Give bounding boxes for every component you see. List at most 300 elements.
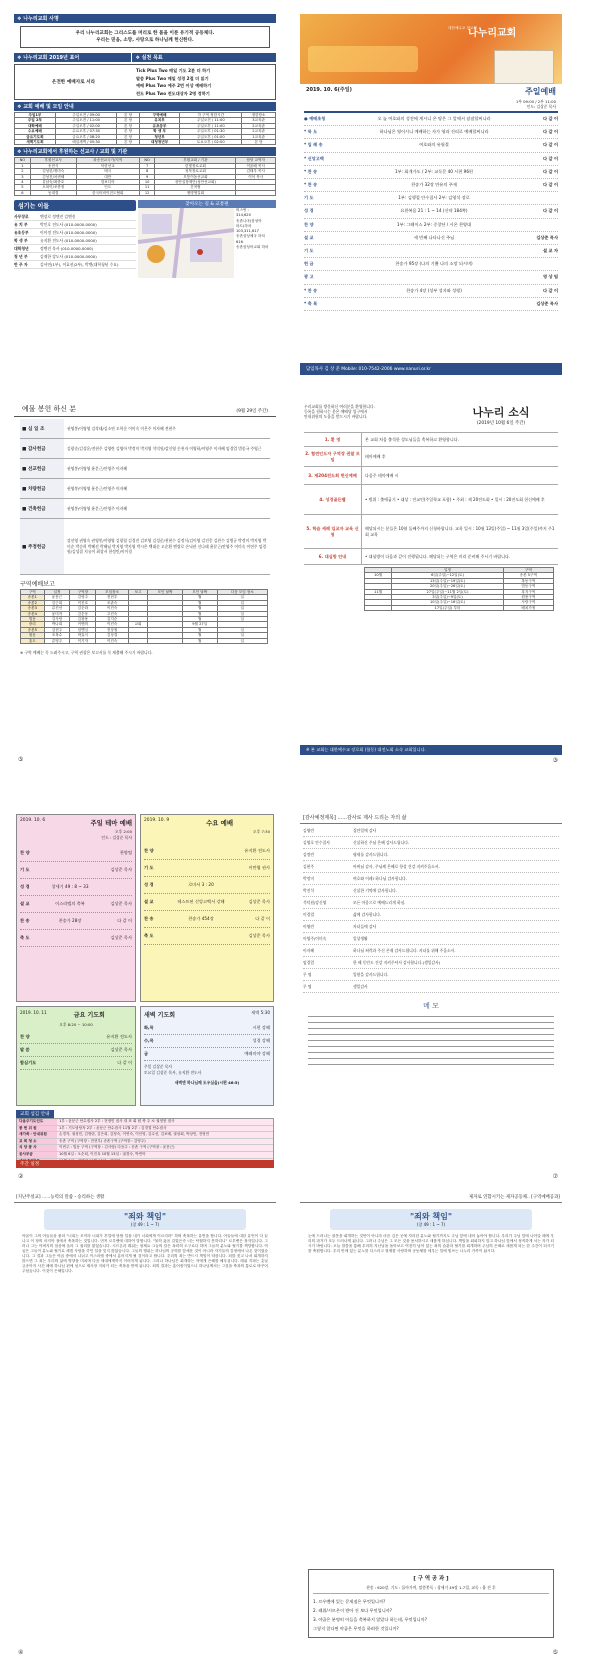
worship-cell: 본 당 <box>117 113 139 118</box>
worship-cell: 본 당 <box>117 123 139 128</box>
wednesday-service-box <box>140 814 274 1002</box>
district-cell: 류영주 <box>44 638 70 643</box>
thanks-row <box>303 933 559 945</box>
map-block-b <box>190 238 222 262</box>
bus-line: 송촌삼성체국 하차 <box>236 234 265 239</box>
district-cell: 바효식 <box>70 633 96 638</box>
duty-value: 이번주 : 법동 구역 (구역장 : 김사랑) 다음주 : 송촌 구역 (구역장 : 윤문근) <box>59 1145 175 1150</box>
thanks-row <box>303 837 559 849</box>
order-detail <box>348 271 520 283</box>
mission-cell: 2 <box>15 169 31 174</box>
order-leader: 영 상 팀 <box>542 274 558 280</box>
offering-date: (9월 29일 주간) <box>236 409 268 414</box>
thanks-name: 무 명 <box>303 972 312 977</box>
visit-cell: 10일(주일)~16일(토) <box>392 600 503 605</box>
news-row <box>304 485 558 515</box>
district-cell: 류진선 <box>44 606 70 611</box>
worship-cell: 구역예배 <box>139 113 180 118</box>
practice-4: 전도 Plus Two 전도대상자 2명 정하기 <box>136 90 210 96</box>
church-map <box>138 208 234 278</box>
duty-row <box>17 1132 273 1139</box>
visit-cell: 27일(주일)~11월 2일(토) <box>392 589 503 594</box>
thanks-name: 박정미 <box>303 876 315 881</box>
order-row <box>304 166 558 179</box>
staff-name: 이이정 전도사 (010-0000-0000) <box>40 230 97 236</box>
worship-cell: 각 구역 정한시간 <box>180 113 242 118</box>
worship-cell: 주일오전 / 11:00 <box>180 118 242 123</box>
district-cell: 홍도 <box>21 638 45 643</box>
header-leaves <box>308 46 418 72</box>
thanks-text: 집안일에 감사 <box>353 828 377 833</box>
order-row <box>304 205 558 218</box>
thanks-row <box>303 945 559 957</box>
lesson-sermon-ref: (창 49 : 1 ~ 7) <box>416 1222 446 1227</box>
staff-name: 엔장로 정엔진 김엔진 <box>40 214 76 220</box>
service-date: 2019. 10. 6(주일) <box>306 87 352 93</box>
lesson-question: 1. 르우벤에 있는 문제점은 무엇입니까? <box>313 1599 386 1604</box>
order-detail: 여호와의 유월절 <box>419 142 449 148</box>
duty-title: 교회 섬김 안내 <box>16 1110 54 1118</box>
schedule-item: 말 씀 <box>20 1047 30 1052</box>
week-title: 주간 일정 <box>16 1160 274 1168</box>
visit-cell: 배치가정 <box>503 605 553 610</box>
worship-cell: 주일오후 / 02:00 <box>55 123 117 128</box>
offering-names: 권영봉/이영영 윤문근/안영주 이자혜 <box>67 465 127 471</box>
schedule-item: 성 경 <box>20 884 30 889</box>
church-pin-icon <box>197 249 203 255</box>
news-label: 1. 환 영 <box>304 433 362 446</box>
schedule-leader: 김상준 목사 <box>110 935 132 940</box>
thanks-name: 이경렬 <box>303 912 315 917</box>
district-cell: 월 <box>182 633 217 638</box>
memo-line <box>308 1052 554 1053</box>
thanks-name: 김영란 <box>303 828 315 833</box>
schedule-item: 성 경 <box>144 882 154 887</box>
lesson-head: 제자로 연합시키는 제자공동체.. [구역예배공과] <box>300 1192 562 1203</box>
staff-name: 정엔진 목사 (010-0000-0000) <box>40 246 94 252</box>
district-cell: 일 <box>217 638 267 643</box>
district-title: 구역예배보고 <box>20 581 55 588</box>
worship-cell: 대학예배 <box>15 123 56 128</box>
district-cell: 이진숙 <box>96 606 129 611</box>
news-intro-3: 안내위원의 도움을 받으시기 바랍니다. <box>304 414 368 419</box>
wed-order-list <box>144 843 270 945</box>
order-detail: 1부: 김행철 안수집사 2부: 김영석 장로 <box>398 195 470 201</box>
wed-date: 2019. 10. 9 <box>144 818 170 823</box>
district-cell: 조복수 <box>44 633 70 638</box>
order-leader: 다 같 이 <box>542 168 558 174</box>
schedule-leader: 성경 강해 <box>252 1038 270 1043</box>
offering-names: 권영봉/이영영 윤문근/안영주 이자혜 <box>67 505 127 511</box>
order-leader: 다 같 이 <box>542 116 558 121</box>
vision-box <box>20 26 270 48</box>
page-number: ⑦ <box>552 1173 558 1180</box>
schedule-item: 합심기도 <box>20 1060 37 1065</box>
memo-lines <box>300 1016 562 1065</box>
friday-prayer-box <box>16 1006 136 1106</box>
district-header-cell: 보고 <box>128 590 147 595</box>
bus-info <box>234 208 268 278</box>
schedule-row <box>20 845 132 862</box>
district-cell: 김현주 <box>44 627 70 632</box>
lesson-title-box <box>330 1209 532 1230</box>
district-cell: 이엔미 <box>70 622 96 627</box>
order-item: ● 예배초청 <box>304 116 326 121</box>
district-header-cell: 모인 날짜 <box>182 590 217 595</box>
offering-row <box>20 459 270 479</box>
district-cell: 김순화 <box>70 606 96 611</box>
mission-header-cell: 후원선교사 <box>30 158 76 163</box>
staff-role: 대학청년 <box>14 246 29 252</box>
mission-row <box>15 190 276 195</box>
order-item: 헌 금 <box>304 261 314 267</box>
order-row <box>304 126 558 139</box>
schedule-leader <box>230 877 270 893</box>
news-intro-2: 등록을 원하시는 분은 예배당 입구에서 <box>304 409 368 414</box>
lesson-question: 2. 레위/시므온이 받아 진 보다 무엇입니까? <box>313 1608 393 1613</box>
map-block <box>138 200 276 278</box>
offering-row <box>20 479 270 499</box>
schedule-leader: 찬양팀 <box>119 850 132 855</box>
visit-header-cell: 구역 <box>503 568 553 573</box>
duty-row <box>17 1145 273 1152</box>
lesson-box <box>308 1569 554 1638</box>
worship-order-list <box>304 111 558 311</box>
duty-value: 1부 : 윤문근 안수집사 2부 : 전영민 집사 대 표 회 원 축 주 소 권영봉 집사 <box>59 1119 175 1123</box>
service-leader: 인도: 김상준 목사 <box>526 104 556 109</box>
mission-header-cell: 담당 교역자 <box>236 158 276 163</box>
visit-cell: 3일(주일)~9일(토) <box>392 595 503 600</box>
visit-header-cell: 일정 <box>392 568 503 573</box>
order-leader: 다 같 이 <box>542 182 558 188</box>
schedule-leader: 김상준 목사 <box>248 899 270 904</box>
schedule-row <box>144 911 270 928</box>
worship-cell: 금요오후 / 08:20 <box>55 134 117 139</box>
worship-title: ❖ 교회 예배 및 모임 안내 <box>14 102 276 111</box>
thanks-text: 평새를 감사드립니다. <box>353 852 389 857</box>
thanks-text: 자녀들에 감사 <box>353 924 377 929</box>
visit-cell: 혹지구역 <box>503 589 553 594</box>
motto: 온전한 예배자로 서라 <box>51 80 96 85</box>
header-name: 나누리교회 <box>468 28 517 39</box>
staff-row <box>14 253 136 261</box>
mission-cell: 김성한/정미숙 <box>30 169 76 174</box>
order-leader: 다 같 이 <box>542 287 558 293</box>
schedule-item: 금 <box>144 1051 149 1056</box>
mission-cell: 북한선교 <box>76 163 139 168</box>
sermon-head: [지난주설교] ......능력의 말씀・승리하는 생활 <box>14 1192 276 1203</box>
thanks-row <box>303 849 559 861</box>
order-item: * 찬 송 <box>304 182 318 188</box>
thanks-text: 모든 마음으로 예배드리게 하심. <box>353 900 406 905</box>
schedule-row <box>144 928 270 945</box>
schedule-detail: 찬송가 28장 <box>58 918 82 923</box>
thanks-text: 입원을 감사드립니다. <box>353 972 389 977</box>
thanks-row <box>303 909 559 921</box>
lesson-sermon-title: "죄와 책임" <box>409 1211 453 1221</box>
offering-list <box>20 419 270 575</box>
schedule-leader: 김상준 목사 <box>248 933 270 938</box>
district-cell: 전상철 <box>96 627 129 632</box>
district-cell: 일 <box>217 595 267 600</box>
district-cell <box>128 638 147 643</box>
mission-cell: 12 <box>139 190 155 195</box>
district-cell: 김지순 <box>96 617 129 622</box>
mission-cell: 캄보디아 <box>76 180 139 185</box>
bus-line: 314,620 <box>236 213 251 218</box>
schedule-detail: 테스트된 신앙고백서 강해 <box>177 899 225 904</box>
worship-cell: 학 생 부 <box>139 129 180 134</box>
thanks-title: [감사예정제목] ......감사로 제사 드리는 자의 삶 <box>300 812 562 824</box>
worship-cell: 수요예배 <box>15 129 56 134</box>
worship-cell: 3교육관 <box>242 118 276 123</box>
order-item: * 찬 송 <box>304 168 318 174</box>
worship-cell: 2교육관 <box>242 123 276 128</box>
news-label: 6. 대심방 안내 <box>304 549 362 564</box>
order-row <box>304 192 558 205</box>
order-leader: 다 같 이 <box>542 208 558 214</box>
visit-cell <box>365 605 392 610</box>
news-value: • 범위 : 출애굽기 • 대상 : 전교인(주일학교 포함) • 주최 : 제 20전도회 • 일시 : 20전도회 헌신예배 후 <box>365 496 545 502</box>
mission-cell: 9 <box>139 174 155 179</box>
vision-line-1: 우리 나누리교회는 그리스도를 머리로 한 몸을 이룬 유기적 공동체다. <box>75 31 215 36</box>
memo-title: 메 모 <box>423 1002 439 1010</box>
district-cell: 윤미자 <box>44 611 70 616</box>
visit-table <box>364 567 554 611</box>
service-name: 주일예배 <box>525 87 556 96</box>
district-cell: 송촌4 <box>21 611 45 616</box>
mission-cell: 오복이/조중정 <box>30 185 76 190</box>
worship-cell: 유치부 <box>139 118 180 123</box>
district-cell: 김영주 <box>70 595 96 600</box>
schedule-leader: 시편 강해 <box>252 1025 270 1030</box>
order-row <box>304 179 558 192</box>
sermon-ref: (창 49 : 1 ~ 7) <box>130 1222 160 1227</box>
duty-label: 식 당 봉 사 <box>17 1145 57 1151</box>
schedule-item: 수,목 <box>144 1038 154 1043</box>
thanks-row <box>303 981 559 993</box>
goal-box <box>14 64 276 100</box>
schedule-row <box>144 860 270 877</box>
mission-cell: 이석 목사 <box>236 174 276 179</box>
schedule-leader: 유지환 전도사 <box>244 848 270 853</box>
sun-order-list <box>20 845 132 947</box>
sunday-service-box <box>16 814 136 1002</box>
visit-cell: 6일(주일)~12일(토) <box>392 573 503 578</box>
vision-title: ❖ 나누리교회 사명 <box>14 14 276 23</box>
staff-row <box>14 261 136 269</box>
schedule-item: 찬 양 <box>20 1034 30 1039</box>
thanks-text: 생일감사 <box>353 984 368 989</box>
district-note: ※ 구역 예배는 꼭 드려주시고, 구역 권찰은 보고서를 꼭 제출해 주시기 바랍니다. <box>20 650 153 656</box>
duty-label: 다음주기도인도 <box>17 1119 57 1125</box>
visit-cell: 10월 <box>365 573 392 578</box>
memo-line <box>308 1016 554 1017</box>
worship-cell: 주일오후 / 01:00 <box>180 134 242 139</box>
dawn-order-list <box>144 1022 270 1061</box>
mission-cell: 성안실장재단(성안선교회) <box>155 180 236 185</box>
thanks-row <box>303 897 559 909</box>
mission-cell: 한빛장로교회 <box>155 163 236 168</box>
bus-label: 버스번 : <box>236 208 249 213</box>
order-leader: 다 같 이 <box>542 142 558 148</box>
mission-cell <box>236 190 276 195</box>
staff-map-section <box>14 200 276 278</box>
duty-label: 교 회 청 소 <box>17 1139 57 1145</box>
order-leader <box>520 192 558 204</box>
sun-time: 오후 2:00 <box>114 829 132 834</box>
memo-line <box>308 1058 554 1059</box>
sun-date: 2019. 10. 6 <box>20 818 46 823</box>
district-cell: 교회 <box>128 622 147 627</box>
thanks-name: 박진석 <box>303 888 315 893</box>
mission-cell: 생명생길회 <box>155 190 236 195</box>
staff-role: 청 년 부 <box>14 254 28 260</box>
mission-header-cell: 후원교회 / 기관 <box>155 158 236 163</box>
mission-cell: 이윤배 목사 <box>236 163 276 168</box>
order-detail: 세 번째 나타나신 주님 <box>413 234 455 240</box>
page-number: ③ <box>552 757 558 764</box>
mission-cell: 김태우 목사 <box>236 169 276 174</box>
order-item: 기 도 <box>304 195 314 201</box>
news-intro-1: 우리교회를 방문하신 여러분을 환영합니다. <box>304 404 375 409</box>
worship-cell: 대청청년부 <box>139 140 180 145</box>
district-header-cell: 일정 <box>44 590 70 595</box>
panel-schedule <box>14 812 276 1180</box>
order-leader <box>520 258 558 270</box>
visit-row <box>365 605 554 610</box>
visit-cell: 17일(주일) 부터 <box>392 605 503 610</box>
order-leader: 김상준 목사 <box>536 300 558 306</box>
bus-lines <box>236 213 268 249</box>
district-cell: 9월 27일 <box>182 622 217 627</box>
schedule-leader: 다 같 이 <box>117 918 132 923</box>
mission-cell: 3 <box>15 174 31 179</box>
offering-type: ■ 건축헌금 <box>20 499 64 518</box>
offering-names: 권영봉/이영영 윤문근/안영주 이자혜 <box>67 485 127 491</box>
order-leader: 김상준 목사 <box>536 234 558 240</box>
order-detail: 1부: 회개가도 / 2부: 교독문 40 시편 96편 <box>394 168 474 174</box>
memo-line <box>308 1034 554 1035</box>
worship-cell: 금요기도회 <box>15 134 56 139</box>
schedule-item: 찬 양 <box>144 848 154 853</box>
vision-line-2: 우리는 믿음, 소망, 사랑으로 하나님께 헌신한다. <box>96 38 194 43</box>
duty-label: 공사부금 <box>17 1152 57 1158</box>
district-cell: 조관숙 <box>96 600 129 605</box>
mission-cell: 대만 <box>76 174 139 179</box>
mission-header-cell: NO <box>139 158 155 163</box>
order-row <box>304 298 558 311</box>
district-cell: 일 <box>217 617 267 622</box>
district-header-cell: 구역장 <box>70 590 96 595</box>
order-row <box>304 258 558 271</box>
page-number: ⑤ <box>18 756 24 763</box>
schedule-detail: 이스라엘의 축복 <box>55 901 85 906</box>
order-leader: 다 같 이 <box>542 155 558 161</box>
order-leader: 설 교 자 <box>542 248 558 254</box>
fri-time: 오후 8:20 ~ 10:00 <box>59 1022 93 1027</box>
service-sub <box>300 99 562 109</box>
offering-title: 예물 봉헌 하신 분 <box>22 405 77 413</box>
news-label: 2. 혈연인도자 구역장 권찰 모임 <box>304 447 362 466</box>
order-detail <box>348 298 520 310</box>
news-label: 3. 제204전도회 헌신예배 <box>304 467 362 484</box>
staff-name: 유지환 전도사 (010-0000-0000) <box>40 238 97 244</box>
staff-title: 섬기는 이들 <box>14 200 136 211</box>
worship-cell: 본 당 <box>117 134 139 139</box>
thanks-row <box>303 957 559 969</box>
panel-offering <box>14 400 276 765</box>
lesson-questions <box>313 1597 549 1633</box>
schedule-row <box>144 1022 270 1035</box>
order-row <box>304 232 558 245</box>
schedule-row <box>144 1035 270 1048</box>
offering-row <box>20 519 270 575</box>
offering-row <box>20 439 270 459</box>
thanks-name: 김현주 <box>303 864 315 869</box>
schedule-leader: 김상준 목사 <box>110 901 132 906</box>
thanks-name: 임경업 <box>303 960 315 965</box>
district-cell: 이기자 <box>70 638 96 643</box>
district-cell: 박나희 <box>44 622 70 627</box>
page-number: ④ <box>18 1649 24 1656</box>
staff-row <box>14 229 136 237</box>
goal-bars <box>14 51 276 62</box>
panel-sermon <box>14 1192 276 1658</box>
church-building <box>494 50 554 84</box>
visit-cell: 법동구역 <box>503 584 553 589</box>
thanks-name: 김영호 안수집사 <box>303 840 330 845</box>
memo-line <box>308 1040 554 1041</box>
district-table <box>20 589 268 644</box>
district-cell: 임엔심 <box>70 627 96 632</box>
worship-cell: 본 당 <box>117 118 139 123</box>
panel-news <box>300 400 562 765</box>
order-item: 광 고 <box>304 274 314 280</box>
schedule-detail <box>48 845 92 861</box>
schedule-leader: 유지환 전도사 <box>106 1034 132 1039</box>
schedule-row <box>20 862 132 879</box>
worship-cell: 주일오후 / 01:30 <box>180 129 242 134</box>
schedule-detail <box>172 860 230 876</box>
order-item: 찬 양 <box>304 221 314 227</box>
order-item: 설 교 <box>304 234 314 240</box>
order-row <box>304 113 558 126</box>
schedule-row <box>20 879 132 896</box>
district-cell: 월 <box>182 606 217 611</box>
service-times: 1부 09:00 / 2부 11:00 <box>515 99 556 104</box>
district-cell: 중리 <box>21 622 45 627</box>
staff-role: 유초등부 <box>14 230 29 236</box>
worship-cell: 주일오전 / 11:00 <box>55 118 117 123</box>
news-intro <box>304 404 444 426</box>
order-row <box>304 139 558 152</box>
worship-cell: 본 당 <box>242 140 276 145</box>
thanks-text: 삶에 감사합니다. <box>353 912 382 917</box>
duty-row <box>17 1119 273 1126</box>
bus-line: 송촌니마(삼성아 <box>236 218 262 223</box>
news-value: 다음주 테마예배 시 <box>365 472 399 478</box>
sun-title: 주일 테마 예배 <box>90 819 132 827</box>
wed-title: 수요 예배 <box>206 819 234 827</box>
worship-cell: 청년부 <box>139 134 180 139</box>
district-cell: 법동 <box>21 617 45 622</box>
order-row <box>304 245 558 258</box>
order-item: * 찬 송 <box>304 287 318 293</box>
map-road-2 <box>174 208 182 278</box>
news-list <box>304 432 558 565</box>
news-value: • 대심방이 다음과 같이 진행됩니다. 해당되는 구역은 미리 준비해 주시기 바랍니다. <box>365 553 511 559</box>
